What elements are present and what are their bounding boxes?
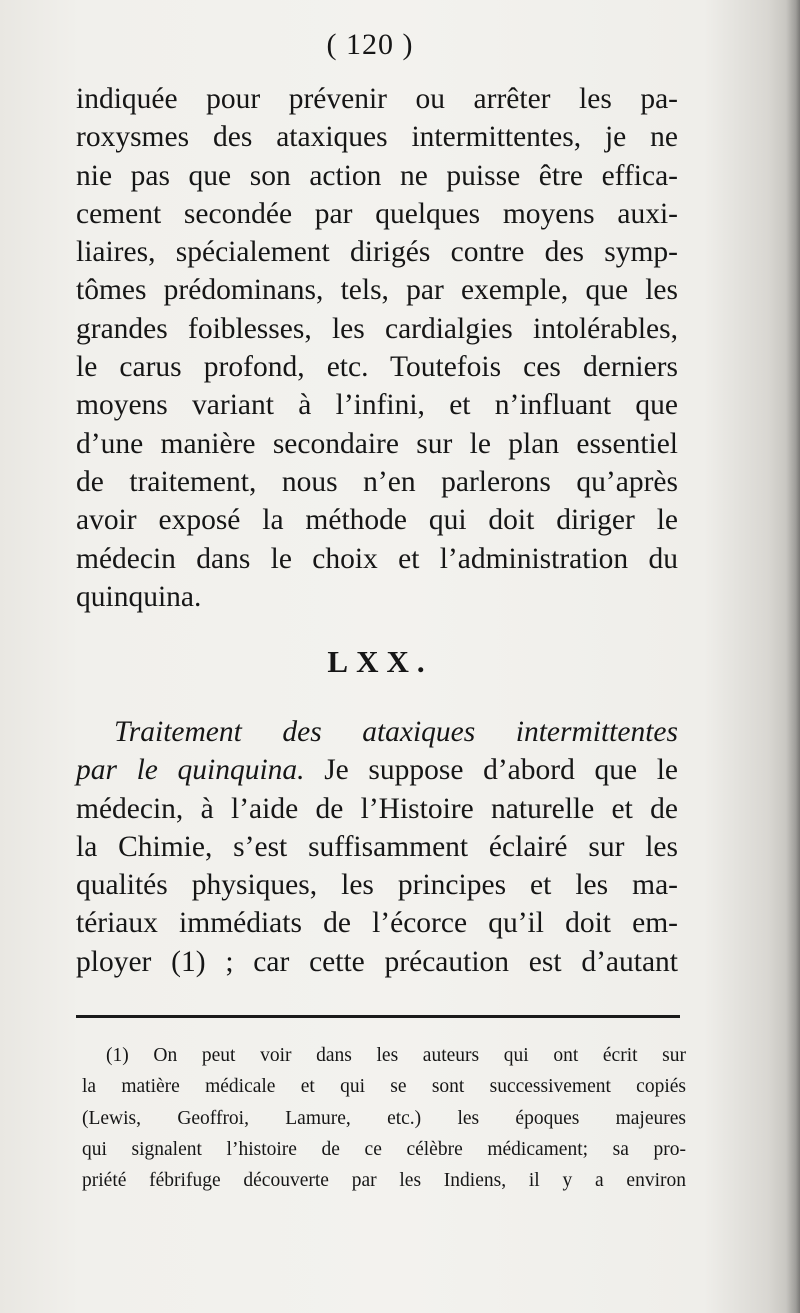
text-line: nie pas que son action ne puisse être effica- [76,159,678,192]
text-line: ployer (1) ; car cette précaution est d’autant [76,945,678,978]
text-line: médecin, à l’aide de l’Histoire naturelle et de [76,792,678,825]
text-line: cement secondée par quelques moyens auxi- [76,197,678,230]
text-line: tômes prédominans, tels, par exemple, que les [76,274,678,307]
paragraph-2 [76,713,678,981]
footnote-line: (1) On peut voir dans les auteurs qui ont écrit sur [106,1045,686,1066]
text-line: roxysmes des ataxiques intermittentes, je ne [76,121,678,154]
section-heading: LXX. [327,644,433,679]
footnote-line: la matière médicale et qui se sont successivement copiés [82,1076,686,1098]
text-line: liaires, spécialement dirigés contre des symp- [76,236,678,269]
footnote-rule [76,1015,680,1018]
footnote-line: priété fébrifuge découverte par les Indiens, il y a environ [82,1170,686,1192]
footnote-line: (Lewis, Geoffroi, Lamure, etc.) les époques majeures [82,1107,686,1129]
text-line: avoir exposé la méthode qui doit diriger le [76,504,678,537]
section-title-italic-cont: par le quinquina. [76,754,305,787]
text-line: tériaux immédiats de l’écorce qu’il doit em- [76,907,678,940]
text-line: de traitement, nous n’en parlerons qu’après [76,465,678,498]
text-line: le carus profond, etc. Toutefois ces derniers [76,351,678,384]
text-line: grandes foiblesses, les cardialgies intolérables, [76,312,678,345]
text-line: qualités physiques, les principes et les ma- [76,869,678,902]
text-line [76,713,678,751]
text-line: médecin dans le choix et l’administration du [76,542,678,575]
page-edge-shadow [786,0,800,1313]
footnote [82,1040,686,1196]
text-span: Je suppose d’abord que le [324,754,678,787]
section-title-italic: Traitement des ataxiques intermittentes [114,716,678,748]
text-line: moyens variant à l’infini, et n’influant que [76,389,678,422]
footnote-line: qui signalent l’histoire de ce célèbre médicament; sa pro- [82,1138,686,1160]
text-line: la Chimie, s’est suffisamment éclairé sur les [76,830,678,863]
text-line [76,751,678,789]
text-line: quinquina. [76,580,202,613]
text-line: indiquée pour prévenir ou arrêter les pa- [76,83,678,115]
text-line: d’une manière secondaire sur le plan essentiel [76,427,678,460]
paragraph-1 [76,80,678,616]
page-number: ( 120 ) [326,28,414,61]
